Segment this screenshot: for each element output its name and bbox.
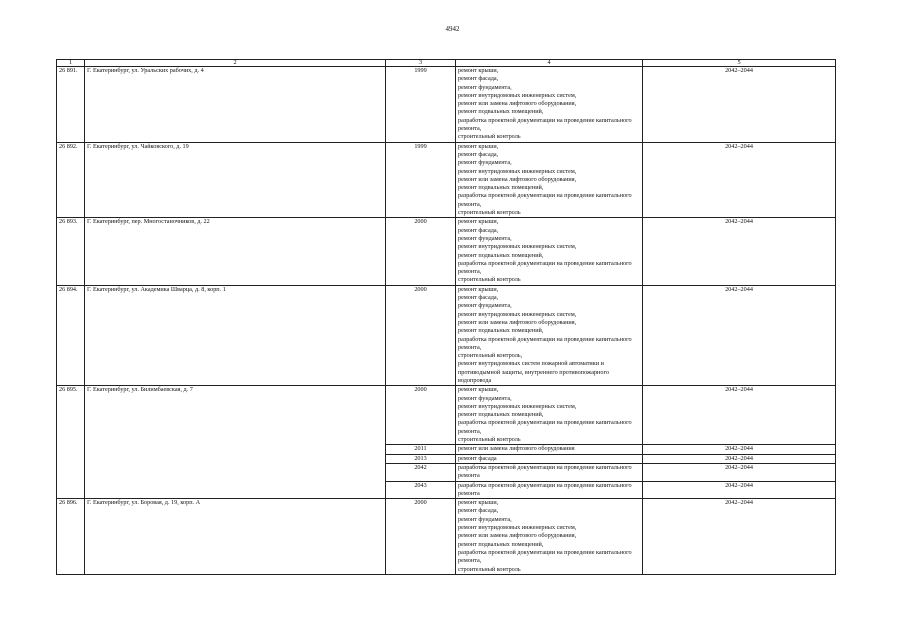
table-row [57, 218, 836, 285]
work-item: ремонт или замена лифтового оборудования [458, 445, 575, 453]
work-item: ремонт фасада [458, 454, 497, 462]
work-item: строительный контроль [458, 436, 521, 444]
work-item: ремонт фасада, [458, 75, 499, 83]
work-item: ремонт внутридомовых инженерных систем, [458, 310, 577, 318]
work-item: разработка проектной документации на проведение капитального ремонта, [458, 192, 632, 208]
year-cell: 2000 [386, 386, 456, 445]
work-item: разработка проектной документации на проведение капитального ремонта [458, 463, 632, 480]
work-item: ремонт внутридомовых инженерных систем, [458, 167, 577, 175]
work-item: ремонт фасада, [458, 150, 499, 158]
works-cell [456, 445, 643, 454]
works-cell [456, 285, 643, 386]
address-cell: Г. Екатеринбург, ул. Боровая, д. 19, корп. А [85, 499, 386, 575]
table-row [57, 386, 836, 445]
works-cell [456, 67, 643, 143]
page-number: 4942 [445, 25, 460, 33]
work-item: ремонт фундамента, [458, 83, 512, 91]
work-item: ремонт внутридомовых инженерных систем, [458, 243, 577, 251]
work-item: ремонт фундамента, [458, 234, 512, 242]
work-item: ремонт фундамента, [458, 515, 512, 523]
works-cell [456, 463, 643, 481]
work-item: ремонт внутридомовых систем пожарной автоматики и противодымной защиты, внутреннего противопожарного водопровода [458, 360, 609, 384]
work-item: ремонт крыши, [458, 218, 499, 226]
work-item: ремонт или замена лифтового оборудования, [458, 318, 577, 326]
work-item: разработка проектной документации на проведение капитального ремонта, [458, 116, 632, 133]
work-item: разработка проектной документации на проведение капитального ремонта [458, 481, 632, 497]
work-item: ремонт или замена лифтового оборудования, [458, 100, 577, 108]
year-cell: 2011 [386, 445, 456, 454]
works-cell [456, 454, 643, 463]
year-cell: 1999 [386, 142, 456, 218]
work-item: ремонт внутридомовых инженерных систем, [458, 524, 577, 532]
address-cell: Г. Екатеринбург, ул. Уральских рабочих, д. 4 [85, 67, 386, 143]
address-cell: Г. Екатеринбург, пер. Многостаночников, д. 22 [85, 218, 386, 285]
column-header-2: 2 [85, 60, 386, 67]
works-cell [456, 142, 643, 218]
address-cell: Г. Екатеринбург, ул. Чайковского, д. 19 [85, 142, 386, 218]
period-cell: 2042–2044 [643, 499, 836, 575]
work-item: ремонт фундамента, [458, 394, 512, 402]
table-row [57, 499, 836, 575]
work-item: строительный контроль [458, 209, 521, 217]
work-item: ремонт фасада, [458, 294, 499, 302]
work-item: разработка проектной документации на проведение капитального ремонта, [458, 335, 632, 351]
work-item: ремонт подвальных помещений, [458, 108, 544, 116]
year-cell: 2043 [386, 481, 456, 499]
work-item: строительный контроль [458, 133, 521, 141]
work-item: ремонт крыши, [458, 142, 499, 150]
work-item: ремонт или замена лифтового оборудования, [458, 532, 577, 540]
table-row [57, 285, 836, 386]
work-item: разработка проектной документации на проведение капитального ремонта, [458, 419, 632, 435]
period-cell: 2042–2044 [643, 142, 836, 218]
address-cell: Г. Екатеринбург, ул. Билимбаевская, д. 7 [85, 386, 386, 499]
works-cell [456, 499, 643, 575]
work-item: ремонт фасада, [458, 226, 499, 234]
work-item: ремонт крыши, [458, 499, 499, 507]
work-item: ремонт подвальных помещений, [458, 251, 544, 259]
year-cell: 1999 [386, 67, 456, 143]
work-item: ремонт или замена лифтового оборудования, [458, 175, 577, 183]
work-item: разработка проектной документации на проведение капитального ремонта, [458, 259, 632, 276]
year-cell: 2042 [386, 463, 456, 481]
year-cell: 2000 [386, 499, 456, 575]
work-item: ремонт крыши, [458, 386, 499, 394]
row-number: 26 894. [57, 285, 85, 386]
period-cell: 2042–2044 [643, 454, 836, 463]
column-header-4: 4 [456, 60, 643, 67]
works-cell [456, 481, 643, 499]
capital-repair-table [56, 59, 836, 575]
year-cell: 2000 [386, 218, 456, 285]
period-cell: 2042–2044 [643, 218, 836, 285]
row-number: 26 896. [57, 499, 85, 575]
works-cell [456, 386, 643, 445]
table-header-row [57, 60, 836, 67]
period-cell: 2042–2044 [643, 463, 836, 481]
work-item: строительный контроль, [458, 352, 523, 360]
work-item: ремонт подвальных помещений, [458, 327, 544, 335]
period-cell: 2042–2044 [643, 481, 836, 499]
work-item: ремонт подвальных помещений, [458, 411, 544, 419]
work-item: строительный контроль [458, 276, 521, 284]
work-item: ремонт внутридомовых инженерных систем, [458, 91, 577, 99]
work-item: ремонт фундамента, [458, 302, 512, 310]
work-item: ремонт фасада, [458, 507, 499, 515]
address-cell: Г. Екатеринбург, ул. Академика Шварца, д. 8, корп. 1 [85, 285, 386, 386]
work-item: ремонт фундамента, [458, 159, 512, 167]
year-cell: 2013 [386, 454, 456, 463]
work-item: ремонт подвальных помещений, [458, 540, 544, 548]
work-item: разработка проектной документации на проведение капитального ремонта, [458, 548, 632, 565]
row-number: 26 891. [57, 67, 85, 143]
table-row [57, 142, 836, 218]
column-header-5: 5 [643, 60, 836, 67]
period-cell: 2042–2044 [643, 386, 836, 445]
table-row [57, 67, 836, 143]
period-cell: 2042–2044 [643, 67, 836, 143]
work-item: ремонт крыши, [458, 285, 499, 293]
column-header-3: 3 [386, 60, 456, 67]
period-cell: 2042–2044 [643, 285, 836, 386]
row-number: 26 892. [57, 142, 85, 218]
row-number: 26 895. [57, 386, 85, 499]
works-cell [456, 218, 643, 285]
work-item: ремонт внутридомовых инженерных систем, [458, 402, 577, 410]
year-cell: 2000 [386, 285, 456, 386]
period-cell: 2042–2044 [643, 445, 836, 454]
work-item: строительный контроль [458, 565, 521, 573]
work-item: ремонт подвальных помещений, [458, 184, 544, 192]
column-header-1: 1 [57, 60, 85, 67]
work-item: ремонт крыши, [458, 67, 499, 74]
row-number: 26 893. [57, 218, 85, 285]
